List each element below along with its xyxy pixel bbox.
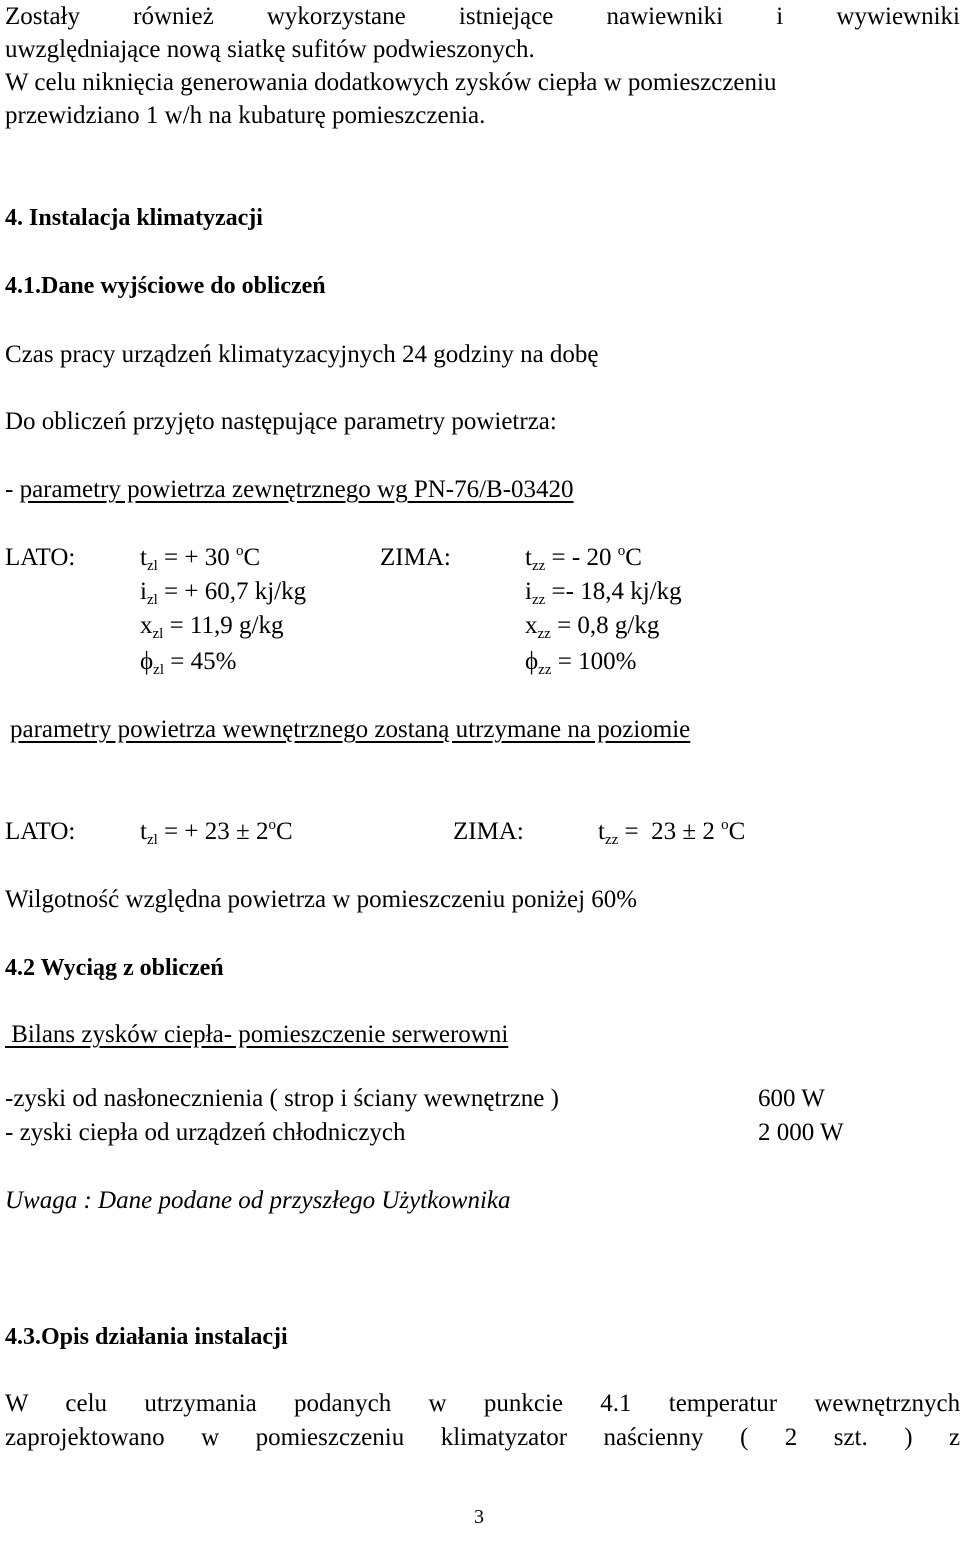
intro-line-1: [5, 0, 960, 34]
word: klimatyzator: [440, 1424, 568, 1451]
section-4-heading: 4. Instalacja klimatyzacji: [5, 205, 263, 231]
word: wywiewniki: [836, 3, 960, 30]
subscript: zl: [153, 662, 164, 678]
degree: o: [268, 817, 276, 833]
word: zaprojektowano: [5, 1424, 165, 1451]
degree: o: [617, 543, 626, 559]
subscript: zz: [538, 662, 552, 678]
section-4-2-heading: 4.2 Wyciąg z obliczeń: [5, 955, 224, 981]
gain-label-1: -zyski od nasłonecznienia ( strop i ściany wewnętrzne ): [5, 1085, 559, 1112]
user-note: Uwaga : Dane podane od przyszłego Użytkownika: [5, 1187, 511, 1214]
word: 2: [784, 1424, 798, 1451]
subscript: zz: [531, 592, 546, 608]
word: utrzymania: [144, 1390, 257, 1417]
subscript: zl: [146, 558, 158, 574]
page-number: 3: [474, 1506, 484, 1528]
value: = 23 ± 2: [618, 818, 722, 845]
subscript: zz: [537, 626, 551, 642]
value: =- 18,4 kj/kg: [545, 578, 682, 605]
symbol: t: [598, 818, 605, 845]
value: = - 20: [545, 544, 618, 571]
outdoor-winter-temp: [525, 541, 642, 575]
value: = 100%: [551, 648, 637, 675]
unit: C: [728, 818, 746, 845]
unit: C: [243, 544, 261, 571]
word: wykorzystane: [266, 3, 406, 30]
outdoor-params-title: parametry powietrza zewnętrznego wg PN-76/B-03420: [19, 476, 574, 503]
value: = 0,8 g/kg: [550, 612, 660, 639]
unit: C: [275, 818, 293, 845]
outdoor-params-heading: [5, 473, 574, 507]
symbol: t: [140, 544, 147, 571]
gain-label-2: - zyski ciepła od urządzeń chłodniczych: [5, 1119, 406, 1146]
word: podanych: [294, 1390, 392, 1417]
symbol: i: [525, 578, 532, 605]
outdoor-summer-enthalpy: [140, 575, 306, 609]
dash: -: [5, 476, 20, 503]
word: szt.: [833, 1424, 868, 1451]
word: 4.1: [600, 1390, 632, 1417]
balance-title: Bilans zysków ciepła- pomieszczenie serwerowni: [5, 1021, 509, 1048]
symbol: x: [525, 612, 538, 639]
section-4-3-heading: 4.3.Opis działania instalacji: [5, 1324, 288, 1350]
params-intro-text: Do obliczeń przyjęto następujące parametry powietrza:: [5, 408, 557, 435]
unit: C: [625, 544, 642, 571]
word: w: [201, 1424, 220, 1451]
symbol: t: [525, 544, 532, 571]
subscript: zz: [531, 558, 546, 574]
subscript: zl: [146, 832, 158, 848]
word: naścienny: [603, 1424, 704, 1451]
word: (: [739, 1424, 749, 1451]
indoor-summer-label: LATO:: [5, 818, 76, 845]
word: celu: [65, 1390, 108, 1417]
subscript: zz: [604, 832, 619, 848]
indoor-winter-temp: [598, 815, 745, 849]
word: wewnętrznych: [814, 1390, 960, 1417]
symbol: x: [140, 612, 153, 639]
indoor-winter-label: ZIMA:: [453, 818, 524, 845]
symbol: t: [140, 818, 147, 845]
word: W: [5, 1390, 29, 1417]
indoor-params-title: parametry powietrza wewnętrznego zostaną utrzymane na poziomie: [10, 716, 691, 743]
word: w: [428, 1390, 447, 1417]
humidity-text: Wilgotność względna powietrza w pomieszczeniu poniżej 60%: [5, 886, 638, 913]
symbol: i: [140, 578, 147, 605]
outdoor-summer-label: LATO:: [5, 544, 76, 571]
gain-value-2: 2 000 W: [758, 1119, 844, 1146]
value: = + 30: [157, 544, 236, 571]
symbol: ϕ: [140, 648, 154, 675]
gain-value-1: 600 W: [758, 1085, 825, 1112]
symbol: ϕ: [525, 648, 539, 675]
outdoor-summer-moisture: [140, 609, 283, 643]
intro-line-3: W celu niknięcia generowania dodatkowych zysków ciepła w pomieszczeniu: [5, 69, 777, 96]
degree: o: [235, 543, 244, 559]
outdoor-winter-humidity: [525, 645, 636, 679]
value: = + 60,7 kj/kg: [157, 578, 307, 605]
word: istniejące: [458, 3, 554, 30]
section-4-1-heading: 4.1.Dane wyjściowe do obliczeń: [5, 273, 326, 299]
word: i: [776, 3, 784, 30]
outdoor-summer-temp: [140, 541, 260, 575]
word: punkcie: [483, 1390, 563, 1417]
value: = 11,9 g/kg: [163, 612, 284, 639]
outdoor-winter-label: ZIMA:: [380, 544, 451, 571]
description-line-2: [5, 1421, 960, 1455]
indoor-summer-temp: [140, 815, 293, 849]
word: Zostały: [5, 3, 80, 30]
word: pomieszczeniu: [255, 1424, 405, 1451]
word: również: [133, 3, 214, 30]
intro-line-4: przewidziano 1 w/h na kubaturę pomieszczenia.: [5, 102, 486, 129]
subscript: zl: [152, 626, 164, 642]
value: = + 23 ± 2: [157, 818, 269, 845]
word: temperatur: [668, 1390, 778, 1417]
subscript: zl: [146, 592, 158, 608]
word: z: [949, 1424, 960, 1451]
outdoor-winter-enthalpy: [525, 575, 682, 609]
word: ): [904, 1424, 913, 1451]
value: = 45%: [164, 648, 237, 675]
outdoor-winter-moisture: [525, 609, 659, 643]
degree: o: [721, 817, 729, 833]
work-time-text: Czas pracy urządzeń klimatyzacyjnych 24 godziny na dobę: [5, 341, 599, 368]
description-line-1: [5, 1387, 960, 1421]
intro-line-2: uwzględniające nową siatkę sufitów podwieszonych.: [5, 36, 535, 63]
outdoor-summer-humidity: [140, 645, 236, 679]
word: nawiewniki: [606, 3, 724, 30]
